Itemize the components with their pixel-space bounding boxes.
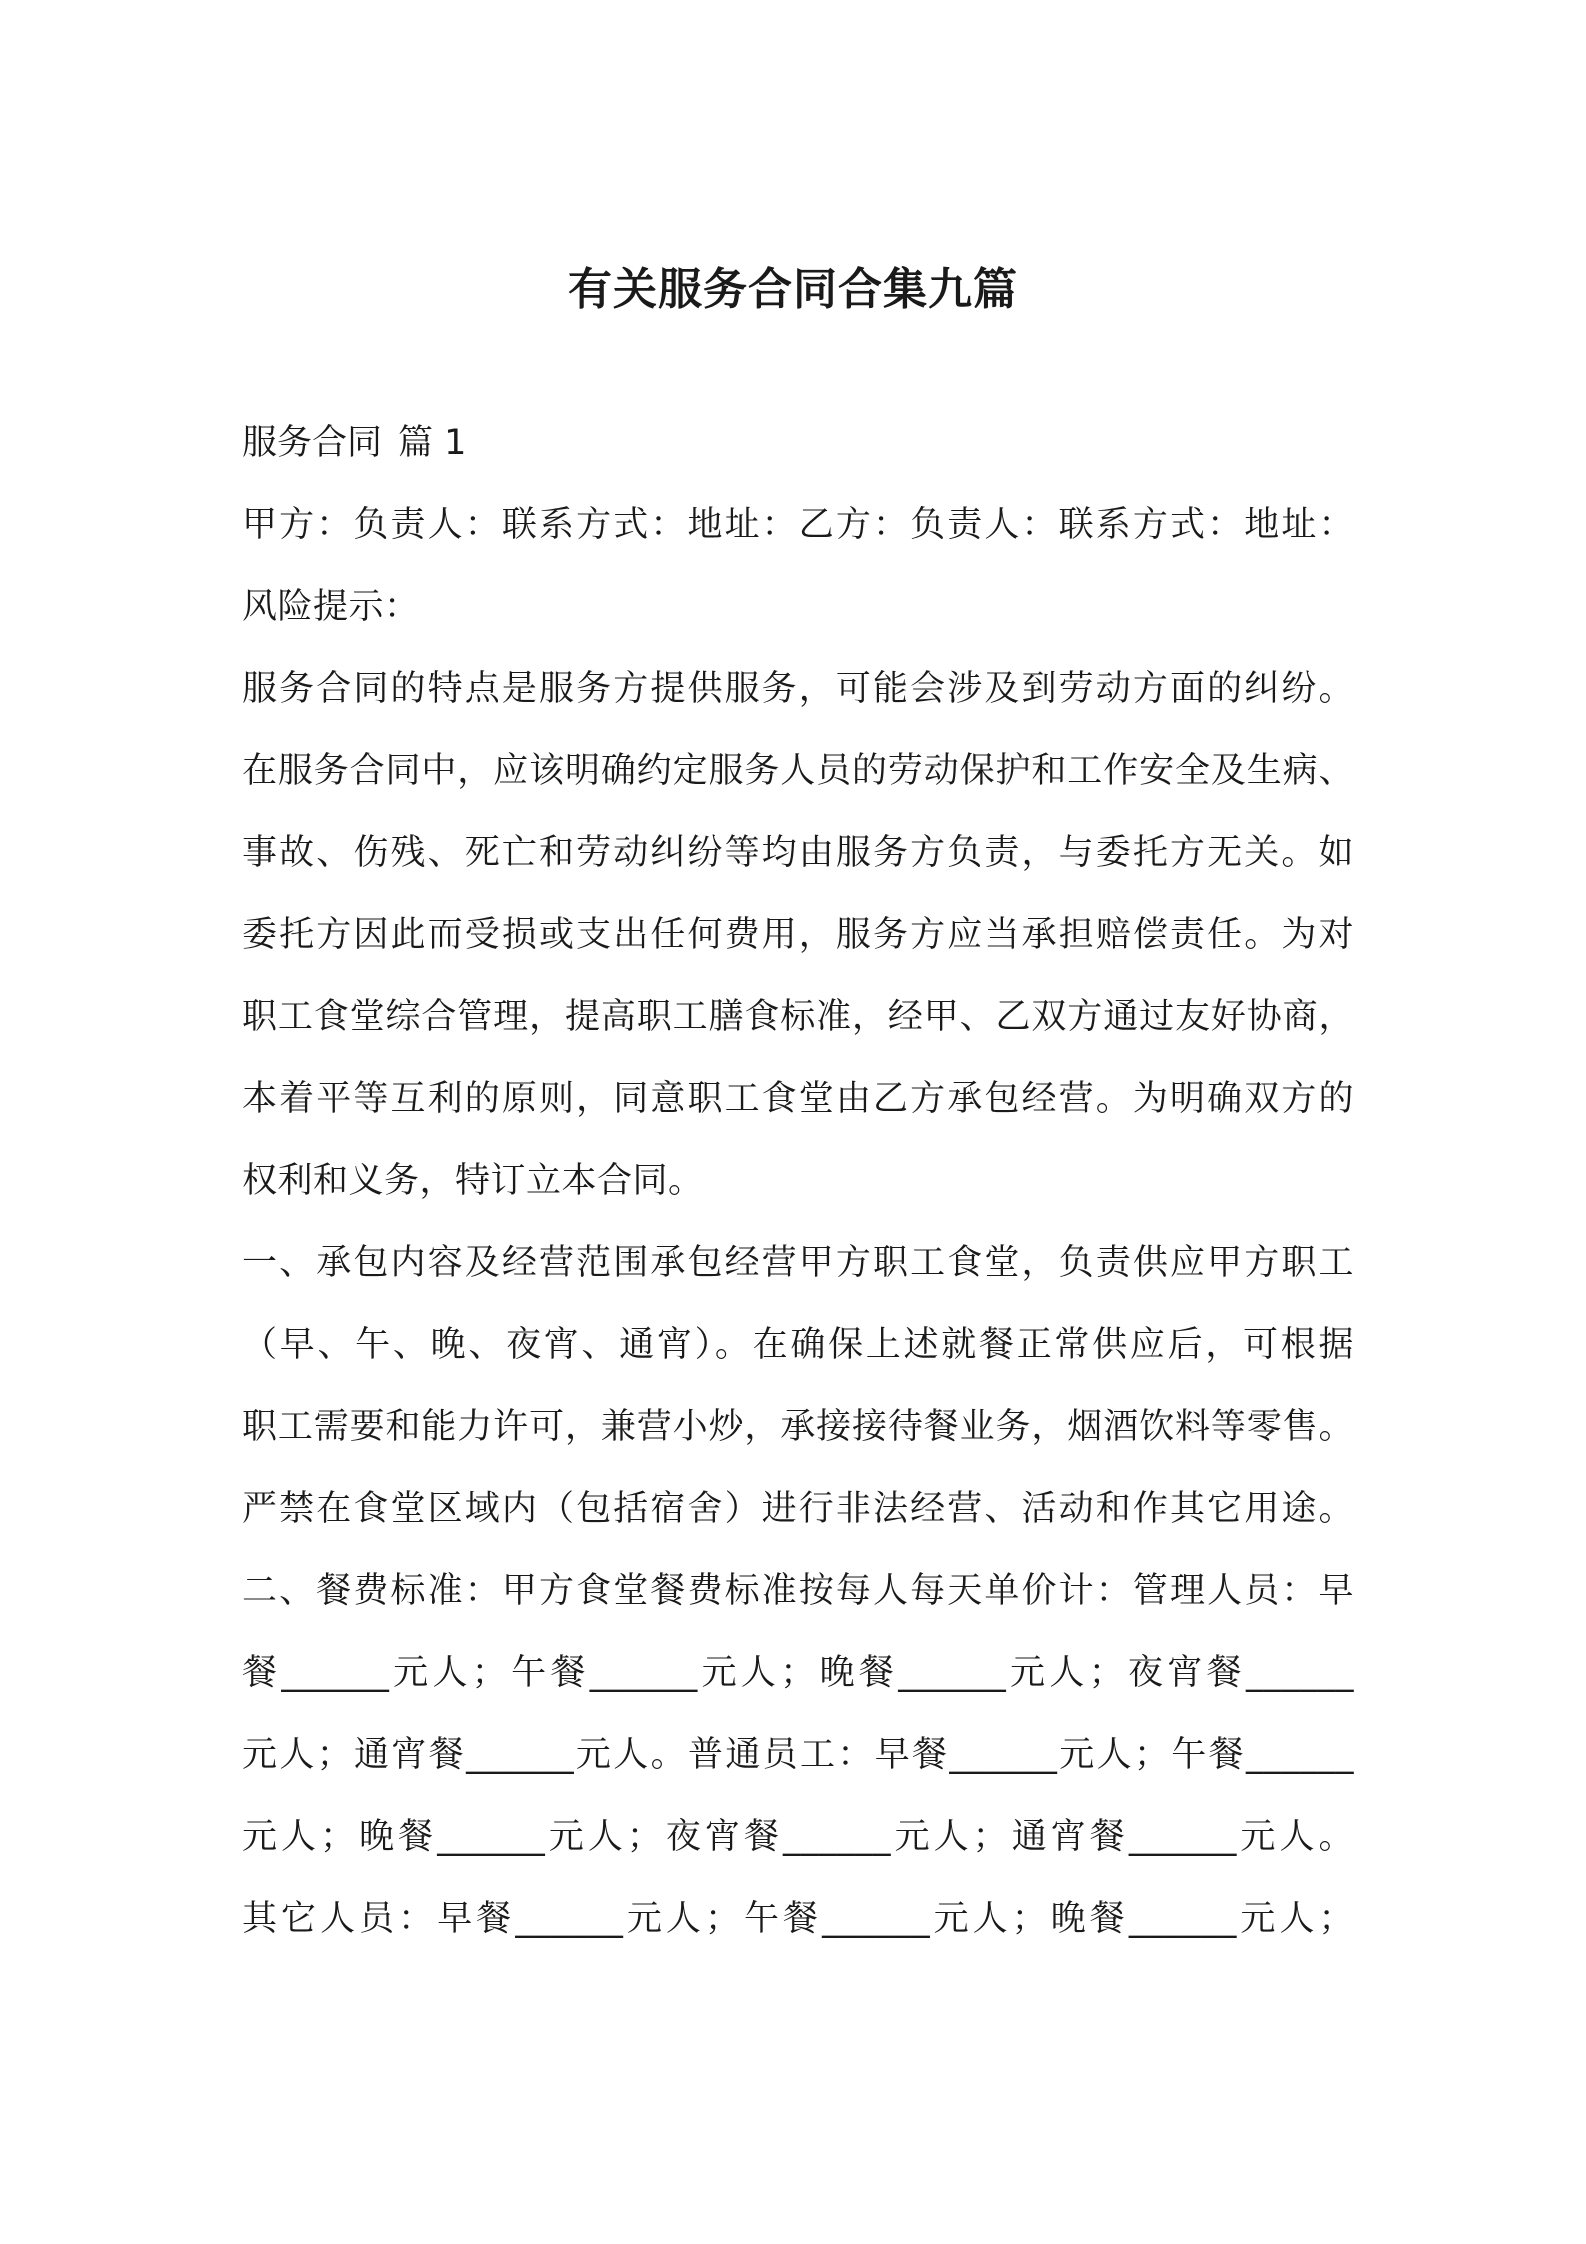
paragraph-line: 本着平等互利的原则，同意职工食堂由乙方承包经营。为明确双方的 <box>242 1079 1354 1119</box>
paragraph-line: 元人；晚餐______元人；夜宵餐______元人；通宵餐______元人。 <box>242 1817 1354 1857</box>
paragraph-line: 元人；通宵餐______元人。普通员工：早餐______元人；午餐______ <box>242 1735 1354 1775</box>
paragraph-line: 事故、伤残、死亡和劳动纠纷等均由服务方负责，与委托方无关。如 <box>242 833 1354 873</box>
paragraph-line: 严禁在食堂区域内（包括宿舍）进行非法经营、活动和作其它用途。 <box>242 1489 1354 1529</box>
paragraph-line: 餐______元人；午餐______元人；晚餐______元人；夜宵餐______ <box>242 1653 1354 1693</box>
paragraph-line: 甲方：负责人：联系方式：地址：乙方：负责人：联系方式：地址： <box>242 505 1354 545</box>
section-name: 服务合同 <box>242 423 383 463</box>
section-number: 篇 1 <box>398 423 467 463</box>
document-title: 有关服务合同合集九篇 <box>568 264 1018 315</box>
paragraph-line: 二、餐费标准：甲方食堂餐费标准按每人每天单价计：管理人员：早 <box>242 1571 1354 1611</box>
paragraph-line: 服务合同的特点是服务方提供服务，可能会涉及到劳动方面的纠纷。 <box>242 669 1354 709</box>
paragraph-line: 委托方因此而受损或支出任何费用，服务方应当承担赔偿责任。为对 <box>242 915 1354 955</box>
paragraph-line: 职工食堂综合管理，提高职工膳食标准，经甲、乙双方通过友好协商， <box>242 997 1354 1037</box>
contract-body <box>242 490 1354 1966</box>
paragraph-line: 风险提示： <box>242 587 420 627</box>
paragraph-line: 其它人员：早餐______元人；午餐______元人；晚餐______元人； <box>242 1899 1354 1939</box>
paragraph-line: 在服务合同中，应该明确约定服务人员的劳动保护和工作安全及生病、 <box>242 751 1354 791</box>
paragraph-line: 权利和义务，特订立本合同。 <box>242 1161 704 1201</box>
paragraph-line: 一、承包内容及经营范围承包经营甲方职工食堂，负责供应甲方职工 <box>242 1243 1354 1283</box>
paragraph-line: （早、午、晚、夜宵、通宵）。在确保上述就餐正常供应后，可根据 <box>242 1325 1354 1365</box>
paragraph-line: 职工需要和能力许可，兼营小炒，承接接待餐业务，烟酒饮料等零售。 <box>242 1407 1354 1447</box>
section-heading <box>242 408 466 478</box>
